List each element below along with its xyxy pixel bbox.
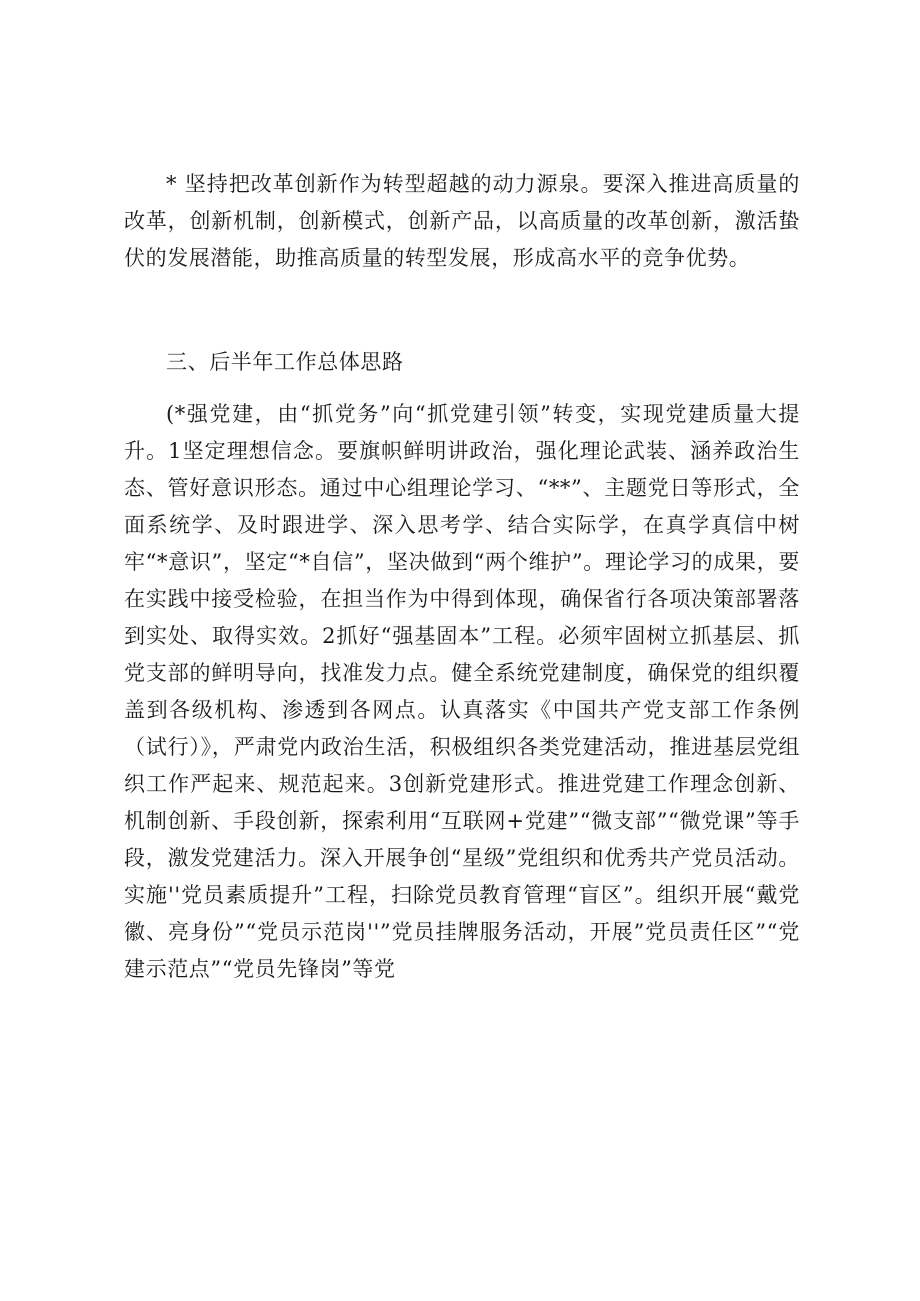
reform-innovation-paragraph: * 坚持把改革创新作为转型超越的动力源泉。要深入推进高质量的改革，创新机制，创新模式，创新产品，以高质量的改革创新，激活蛰伏的发展潜能，助推高质量的转型发展，形成高水平的竞争优势。	[124, 172, 800, 270]
section-heading: 三、后半年工作总体思路	[166, 350, 404, 374]
party-building-paragraph: (*强党建，由“抓党务”向“抓党建引领”转变，实现党建质量大提升。1坚定理想信念。要旗帜鲜明讲政治，强化理论武装、涵养政治生态、管好意识形态。通过中心组理论学习、“**”、主题党日等形式，全面系统学、及时跟进学、深入思考学、结合实际学，在真学真信中树牢“*意识”，坚定“*自信”，坚决做到“两个维护”。理论学习的成果，要在实践中接受检验，在担当作为中得到体现，确保省行各项决策部署落到实处、取得实效。2抓好“强基固本”工程。必须牢固树立抓基层、抓党支部的鲜明导向，找准发力点。健全系统党建制度，确保党的组织覆盖到各级机构、渗透到各网点。认真落实《中国共产党支部工作条例（试行）》，严肃党内政治生活，积极组织各类党建活动，推进基层党组织工作严起来、规范起来。3创新党建形式。推进党建工作理念创新、机制创新、手段创新，探索利用“互联网+党建”“微支部”“微党课”等手段，激发党建活力。深入开展争创“星级”党组织和优秀共产党员活动。实施''党员素质提升”工程，扫除党员教育管理“盲区”。组织开展“戴党徽、亮身份”“党员示范岗''”党员挂牌服务活动，开展”党员责任区”“党建示范点”“党员先锋岗”等党	[124, 402, 800, 981]
